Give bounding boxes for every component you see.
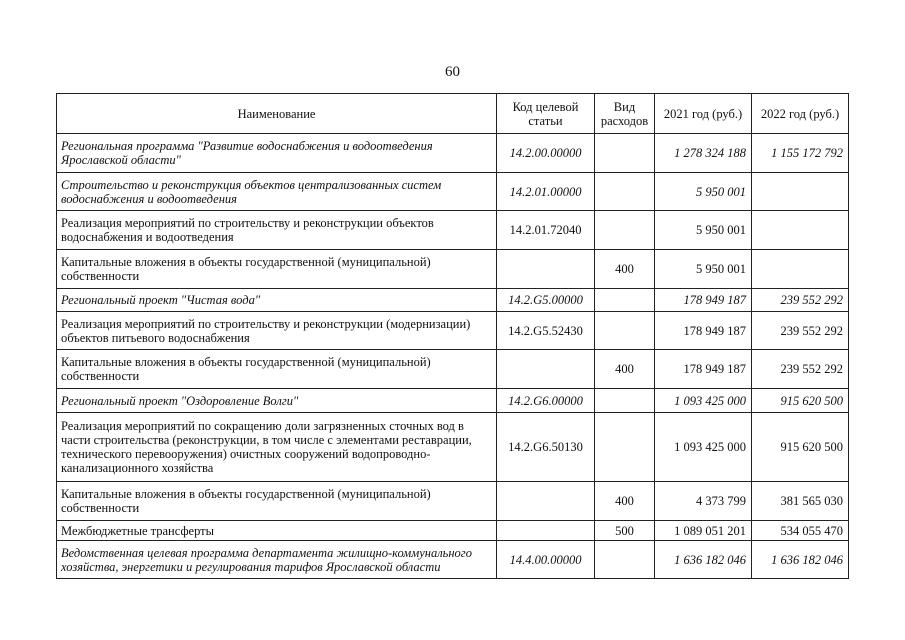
cell-expense bbox=[595, 312, 655, 350]
cell-name: Региональная программа "Развитие водоснабжения и водоотведения Ярославской области" bbox=[57, 134, 497, 173]
page-number: 60 bbox=[445, 64, 460, 80]
cell-name: Реализация мероприятий по строительству и реконструкции объектов водоснабжения и водоотведения bbox=[57, 211, 497, 250]
cell-name: Строительство и реконструкция объектов централизованных систем водоснабжения и водоотведения bbox=[57, 173, 497, 211]
cell-y2021: 1 093 425 000 bbox=[655, 413, 752, 482]
cell-name: Межбюджетные трансферты bbox=[57, 521, 497, 541]
cell-expense bbox=[595, 541, 655, 579]
cell-expense bbox=[595, 289, 655, 312]
cell-name: Капитальные вложения в объекты государственной (муниципальной) собственности bbox=[57, 250, 497, 289]
cell-code: 14.2.G6.50130 bbox=[497, 413, 595, 482]
cell-name: Региональный проект "Чистая вода" bbox=[57, 289, 497, 312]
header-2021: 2021 год (руб.) bbox=[655, 94, 752, 134]
cell-code: 14.2.G5.00000 bbox=[497, 289, 595, 312]
cell-expense bbox=[595, 389, 655, 413]
table-row bbox=[57, 350, 849, 389]
cell-y2021: 1 093 425 000 bbox=[655, 389, 752, 413]
cell-expense bbox=[595, 211, 655, 250]
cell-y2021: 178 949 187 bbox=[655, 350, 752, 389]
cell-name: Ведомственная целевая программа департамента жилищно-коммунального хозяйства, энергетики и регулирования тарифов Ярославской области bbox=[57, 541, 497, 579]
table-row bbox=[57, 173, 849, 211]
cell-code bbox=[497, 482, 595, 521]
cell-code bbox=[497, 350, 595, 389]
cell-y2022: 381 565 030 bbox=[752, 482, 849, 521]
table-header-row bbox=[57, 94, 849, 134]
cell-expense: 400 bbox=[595, 250, 655, 289]
cell-y2022: 239 552 292 bbox=[752, 350, 849, 389]
cell-y2021: 5 950 001 bbox=[655, 250, 752, 289]
cell-name: Реализация мероприятий по строительству и реконструкции (модернизации) объектов питьевого водоснабжения bbox=[57, 312, 497, 350]
cell-y2022: 239 552 292 bbox=[752, 312, 849, 350]
cell-name: Капитальные вложения в объекты государственной (муниципальной) собственности bbox=[57, 350, 497, 389]
table-row bbox=[57, 211, 849, 250]
table-body bbox=[57, 134, 849, 579]
header-code: Код целевой статьи bbox=[497, 94, 595, 134]
cell-code: 14.2.G6.00000 bbox=[497, 389, 595, 413]
cell-expense: 400 bbox=[595, 350, 655, 389]
cell-expense: 400 bbox=[595, 482, 655, 521]
cell-y2022 bbox=[752, 211, 849, 250]
table-row bbox=[57, 413, 849, 482]
cell-y2022: 915 620 500 bbox=[752, 389, 849, 413]
cell-y2022: 915 620 500 bbox=[752, 413, 849, 482]
cell-y2021: 4 373 799 bbox=[655, 482, 752, 521]
cell-code: 14.2.00.00000 bbox=[497, 134, 595, 173]
cell-name: Капитальные вложения в объекты государственной (муниципальной) собственности bbox=[57, 482, 497, 521]
table-row bbox=[57, 312, 849, 350]
table-row bbox=[57, 541, 849, 579]
cell-y2022: 239 552 292 bbox=[752, 289, 849, 312]
cell-y2021: 1 636 182 046 bbox=[655, 541, 752, 579]
header-2022: 2022 год (руб.) bbox=[752, 94, 849, 134]
cell-y2022: 534 055 470 bbox=[752, 521, 849, 541]
cell-code bbox=[497, 250, 595, 289]
cell-name: Реализация мероприятий по сокращению доли загрязненных сточных вод в части строительства (реконструкции, в том числе с элементами реставрации, технического перевооружения) очистных сооружений водопроводно-канализационного хозяйства bbox=[57, 413, 497, 482]
cell-y2021: 178 949 187 bbox=[655, 289, 752, 312]
cell-code bbox=[497, 521, 595, 541]
table-row bbox=[57, 289, 849, 312]
cell-y2022: 1 155 172 792 bbox=[752, 134, 849, 173]
cell-expense bbox=[595, 413, 655, 482]
cell-name: Региональный проект "Оздоровление Волги" bbox=[57, 389, 497, 413]
cell-y2022: 1 636 182 046 bbox=[752, 541, 849, 579]
cell-code: 14.4.00.00000 bbox=[497, 541, 595, 579]
table-row bbox=[57, 389, 849, 413]
cell-y2021: 1 278 324 188 bbox=[655, 134, 752, 173]
table-row bbox=[57, 521, 849, 541]
table-row bbox=[57, 250, 849, 289]
cell-y2021: 178 949 187 bbox=[655, 312, 752, 350]
cell-y2022 bbox=[752, 250, 849, 289]
cell-expense bbox=[595, 134, 655, 173]
header-name: Наименование bbox=[57, 94, 497, 134]
cell-code: 14.2.01.72040 bbox=[497, 211, 595, 250]
cell-y2022 bbox=[752, 173, 849, 211]
cell-code: 14.2.01.00000 bbox=[497, 173, 595, 211]
budget-table bbox=[56, 93, 849, 579]
cell-y2021: 5 950 001 bbox=[655, 173, 752, 211]
table-row bbox=[57, 482, 849, 521]
cell-y2021: 5 950 001 bbox=[655, 211, 752, 250]
table-row bbox=[57, 134, 849, 173]
header-expense-type: Вид расходов bbox=[595, 94, 655, 134]
cell-expense: 500 bbox=[595, 521, 655, 541]
cell-y2021: 1 089 051 201 bbox=[655, 521, 752, 541]
cell-code: 14.2.G5.52430 bbox=[497, 312, 595, 350]
cell-expense bbox=[595, 173, 655, 211]
